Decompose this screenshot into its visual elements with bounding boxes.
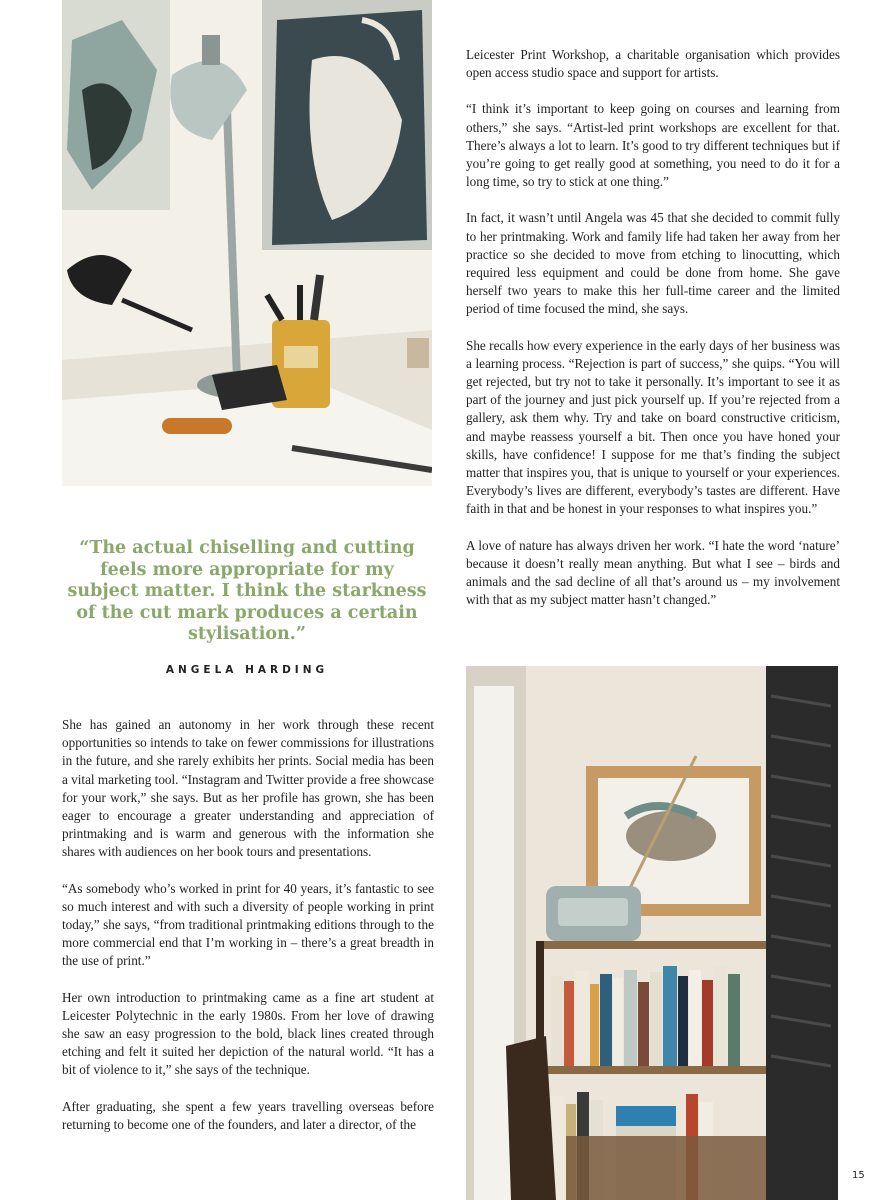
right-text-column	[466, 46, 840, 627]
studio-photo-illustration	[62, 0, 432, 486]
paragraph: Leicester Print Workshop, a charitable organisation which provides open access studio space and support for artists.	[466, 47, 840, 81]
paragraph: She recalls how every experience in the early days of her business was a learning process. “Rejection is part of success,” she quips. “You will get rejected, but try not to take it personally. It’s important to see it as part of the journey and just pick yourself up. If you’re rejected from a gallery, ask them why. Try and take on board constructive criticism, and maybe reassess yourself a bit. Then once you have honed your skills, have confidence! I suppose for me that’s finding the subject matter that inspires you, that is unique to yourself or your experiences. Everybody’s lives are different, everybody’s tastes are different. Have faith in that and be honest in your responses to what inspires you.”	[466, 337, 840, 517]
paragraph: “As somebody who’s worked in print for 40 years, it’s fantastic to see so much interest and with such a diversity of people working in print today,” she says, “from traditional printmaking editions through to the more commercial end that I’m working in – there’s a great breadth in the use of print.”	[62, 880, 434, 969]
paragraph: In fact, it wasn’t until Angela was 45 that she decided to commit fully to her printmaking. Work and family life had taken her away from her practice so she decided to move from etching to linocutting, which required less equipment and could be done from home. She gave herself two years to make this her full-time career and the limited period of time focused the mind, she says.	[466, 210, 840, 317]
paragraph: She has gained an autonomy in her work through these recent opportunities so intends to take on fewer commissions for illustrations in the future, and she rarely exhibits her prints. Social media has been a vital marketing tool. “Instagram and Twitter provide a free showcase for your work,” she says. But as her profile has grown, she has been eager to encourage a greater understanding and appreciation of printmaking and is warm and generous with the information she shares with audiences on her book tours and presentations.	[62, 717, 434, 860]
paragraph: After graduating, she spent a few years travelling overseas before returning to become one of the founders, and later a director, of the	[62, 1098, 434, 1132]
pull-quote: “The actual chiselling and cutting feels more appropriate for my subject matter. I think the starkness of the cut mark produces a certain stylisation.”	[67, 538, 427, 645]
bookshelf-photo	[466, 666, 838, 1200]
paragraph: “I think it’s important to keep going on courses and learning from others,” she says. “Artist-led print workshops are excellent for that. There’s always a lot to learn. It’s good to try different techniques but if you’re going to get really good at something, you need to do it for a long time, so try to stick at one thing.”	[466, 101, 840, 190]
quote-attribution: ANGELA HARDING	[165, 664, 329, 676]
studio-photo	[62, 0, 432, 486]
paragraph: A love of nature has always driven her work. “I hate the word ‘nature’ because it doesn’t really mean anything. But what I see – birds and animals and the sad decline of all that’s around us – my involvement with that as my subject matter hasn’t changed.”	[466, 537, 840, 608]
page-number: 15	[852, 1170, 865, 1181]
bookshelf-photo-illustration	[466, 666, 838, 1200]
left-text-column	[62, 716, 434, 1152]
paragraph: Her own introduction to printmaking came as a fine art student at Leicester Polytechnic in the early 1980s. From her love of drawing she saw an easy progression to the bold, black lines created through etching and felt it suited her depiction of the natural world. “It has a bit of violence to it,” she says of the technique.	[62, 989, 434, 1078]
